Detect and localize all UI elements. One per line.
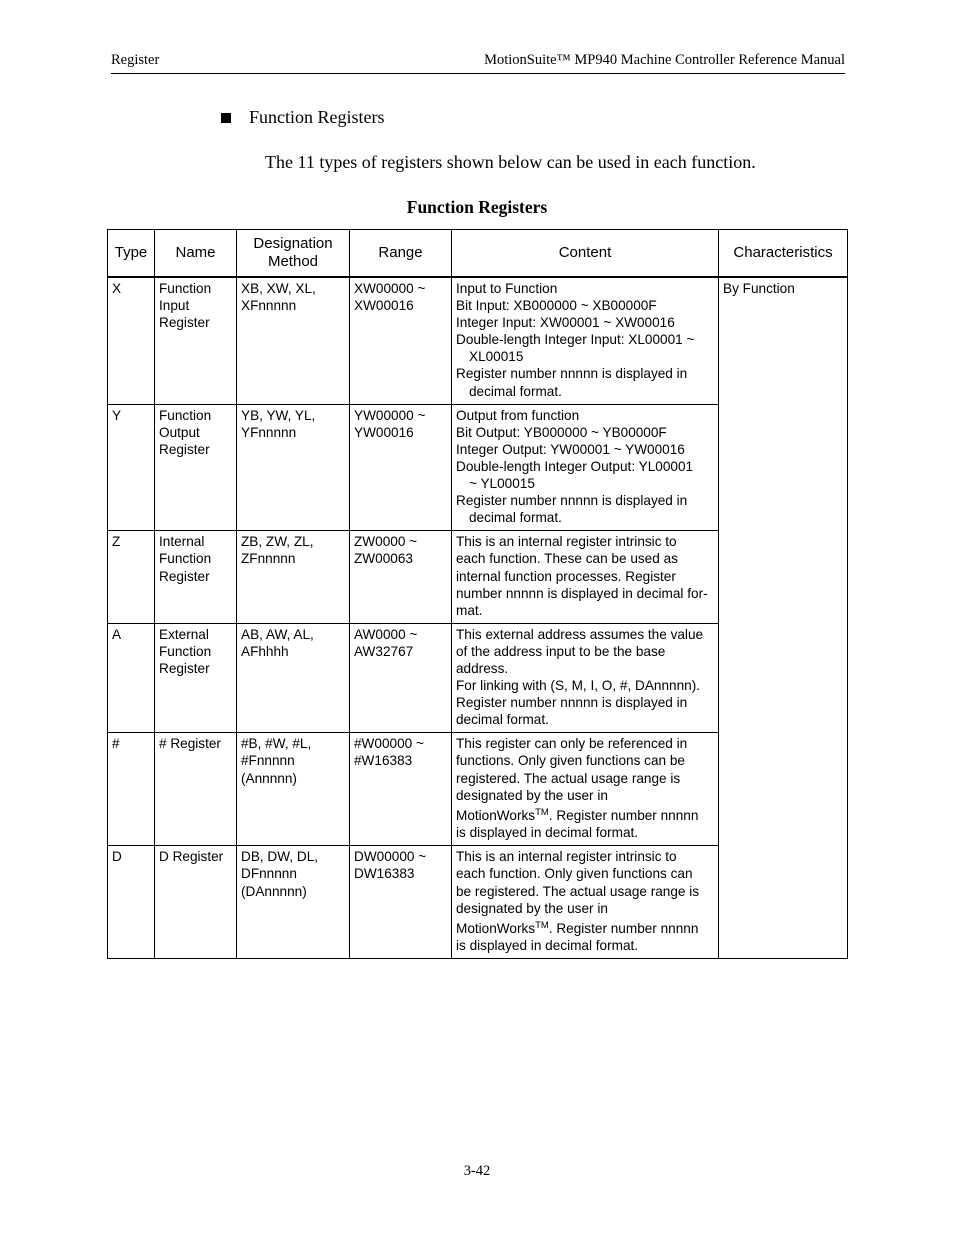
cell-line: Register number nnnnn is displayed in <box>456 493 688 509</box>
cell-characteristics: By Function <box>719 277 848 959</box>
cell-name <box>155 531 237 623</box>
cell-line: XW00000 ~ <box>354 281 426 296</box>
cell-designation <box>237 733 350 846</box>
header-characteristics: Characteristics <box>719 230 848 278</box>
cell-line: #Fnnnnn <box>241 753 295 769</box>
cell-line: External <box>159 626 209 642</box>
cell-line: #B, #W, #L, <box>241 736 312 752</box>
header-name: Name <box>155 230 237 278</box>
cell-content <box>452 623 719 733</box>
cell-content <box>452 277 719 404</box>
cell-line: ~ YL00015 <box>469 476 535 492</box>
cell-line: AW0000 ~ <box>354 626 418 642</box>
cell-range <box>350 623 452 733</box>
cell-line: XB, XW, XL, <box>241 281 316 296</box>
cell-range <box>350 846 452 959</box>
cell-line: internal function processes. Register <box>456 568 676 584</box>
cell-line: DB, DW, DL, <box>241 849 319 865</box>
cell-line: DW00000 ~ <box>354 849 427 865</box>
cell-line: ZW0000 ~ <box>354 534 418 550</box>
cell-line: Internal <box>159 534 205 550</box>
cell-line: This external address assumes the value <box>456 626 704 642</box>
cell-line: each function. These can be used as <box>456 551 678 567</box>
cell-line: YFnnnnn <box>241 424 297 440</box>
cell-line: #W00000 ~ <box>354 736 424 752</box>
cell-type: Z <box>108 531 155 623</box>
cell-line: registered. The actual usage range is <box>456 770 681 786</box>
cell-line: mat. <box>456 602 483 618</box>
cell-line: be registered. The actual usage range is <box>456 883 700 899</box>
cell-line: Function <box>159 407 212 423</box>
cell-line: For linking with (S, M, I, O, #, DAnnnnn). <box>456 678 701 694</box>
cell-type: D <box>108 846 155 959</box>
cell-line: Input <box>159 298 190 314</box>
cell-line: (Annnnn) <box>241 770 297 786</box>
cell-line: D Register <box>159 849 224 865</box>
cell-range <box>350 531 452 623</box>
cell-line: YB, YW, YL, <box>241 407 316 423</box>
trademark-mark: TM <box>535 919 549 931</box>
cell-line: ZW00063 <box>354 551 413 567</box>
cell-line: #W16383 <box>354 753 413 769</box>
cell-line: is displayed in decimal format. <box>456 937 639 953</box>
cell-line: Double-length Integer Output: YL00001 <box>456 458 694 474</box>
function-registers-table <box>107 229 848 959</box>
cell-line: XW00016 <box>354 298 414 314</box>
cell-name <box>155 277 237 404</box>
cell-line: Bit Output: YB000000 ~ YB00000F <box>456 424 667 440</box>
cell-line: decimal format. <box>469 383 562 399</box>
cell-line-trademark <box>456 807 714 824</box>
cell-line: # Register <box>159 736 221 752</box>
cell-name <box>155 404 237 531</box>
square-bullet-icon <box>221 113 231 123</box>
cell-line: AB, AW, AL, <box>241 626 314 642</box>
cell-line: is displayed in decimal format. <box>456 824 639 840</box>
cell-line: DW16383 <box>354 866 415 882</box>
cell-designation <box>237 846 350 959</box>
cell-line: Bit Input: XB000000 ~ XB00000F <box>456 298 657 314</box>
trademark-word: MotionWorks <box>456 807 536 823</box>
cell-designation <box>237 277 350 404</box>
cell-line: number nnnnn is displayed in decimal for- <box>456 585 708 601</box>
cell-line: ZFnnnnn <box>241 551 296 567</box>
cell-name <box>155 733 237 846</box>
cell-line: Output <box>159 424 200 440</box>
cell-type: X <box>108 277 155 404</box>
cell-line: ZB, ZW, ZL, <box>241 534 314 550</box>
cell-line: designated by the user in <box>456 787 608 803</box>
intro-paragraph: The 11 types of registers shown below can be used in each function. <box>265 152 756 172</box>
cell-designation <box>237 531 350 623</box>
cell-line: AW32767 <box>354 643 414 659</box>
page-number: 3-42 <box>463 1163 491 1179</box>
cell-line: address. <box>456 660 509 676</box>
cell-content <box>452 531 719 623</box>
cell-line: XL00015 <box>469 349 524 365</box>
cell-type: # <box>108 733 155 846</box>
cell-line: Register <box>159 441 210 457</box>
cell-line: Function <box>159 281 212 296</box>
table-header-row <box>108 230 848 278</box>
cell-line: XFnnnnn <box>241 298 297 314</box>
cell-line: each function. Only given functions can <box>456 866 693 882</box>
trademark-after: . Register number nnnnn <box>548 807 699 823</box>
cell-line: functions. Only given functions can be <box>456 753 685 769</box>
cell-line: Input to Function <box>456 281 558 296</box>
header-designation-text: Designation Method <box>253 235 333 270</box>
cell-line-trademark <box>456 920 714 937</box>
header-manual-title: MotionSuite™ MP940 Machine Controller Reference Manual <box>484 52 845 68</box>
cell-line: Register number nnnnn is displayed in <box>456 695 688 711</box>
cell-designation <box>237 404 350 531</box>
cell-line: YW00000 ~ <box>354 407 426 423</box>
cell-line: This register can only be referenced in <box>456 736 688 752</box>
cell-line: of the address input to be the base <box>456 643 666 659</box>
table-row <box>108 277 848 404</box>
cell-content <box>452 733 719 846</box>
trademark-mark: TM <box>535 806 549 818</box>
cell-line: Integer Output: YW00001 ~ YW00016 <box>456 441 685 457</box>
cell-line: decimal format. <box>456 712 549 728</box>
page-header <box>111 52 845 74</box>
trademark-word: MotionWorks <box>456 920 536 936</box>
cell-content <box>452 846 719 959</box>
cell-line: This is an internal register intrinsic to <box>456 849 677 865</box>
cell-range <box>350 733 452 846</box>
section-heading <box>221 107 385 128</box>
cell-line: designated by the user in <box>456 900 608 916</box>
cell-line: Register number nnnnn is displayed in <box>456 366 688 382</box>
cell-line: YW00016 <box>354 424 414 440</box>
cell-line: (DAnnnnn) <box>241 883 307 899</box>
header-designation-method <box>237 230 350 278</box>
header-range: Range <box>350 230 452 278</box>
cell-range <box>350 277 452 404</box>
trademark-after: . Register number nnnnn <box>548 920 699 936</box>
cell-line: Register <box>159 315 210 331</box>
header-section: Register <box>111 52 160 68</box>
table-title: Function Registers <box>406 197 548 217</box>
cell-line: decimal format. <box>469 510 562 526</box>
cell-type: A <box>108 623 155 733</box>
cell-line: Function <box>159 643 212 659</box>
cell-line: Function <box>159 551 212 567</box>
cell-line: AFhhhh <box>241 643 289 659</box>
cell-name <box>155 846 237 959</box>
cell-line: Double-length Integer Input: XL00001 ~ <box>456 332 695 348</box>
cell-line: DFnnnnn <box>241 866 297 882</box>
header-content: Content <box>452 230 719 278</box>
cell-line: This is an internal register intrinsic to <box>456 534 677 550</box>
section-heading-text: Function Registers <box>249 107 385 127</box>
cell-line: Integer Input: XW00001 ~ XW00016 <box>456 315 675 331</box>
header-type: Type <box>108 230 155 278</box>
cell-range <box>350 404 452 531</box>
cell-content <box>452 404 719 531</box>
cell-line: Register <box>159 660 210 676</box>
cell-type: Y <box>108 404 155 531</box>
cell-designation <box>237 623 350 733</box>
cell-line: Output from function <box>456 407 580 423</box>
cell-name <box>155 623 237 733</box>
cell-line: Register <box>159 568 210 584</box>
